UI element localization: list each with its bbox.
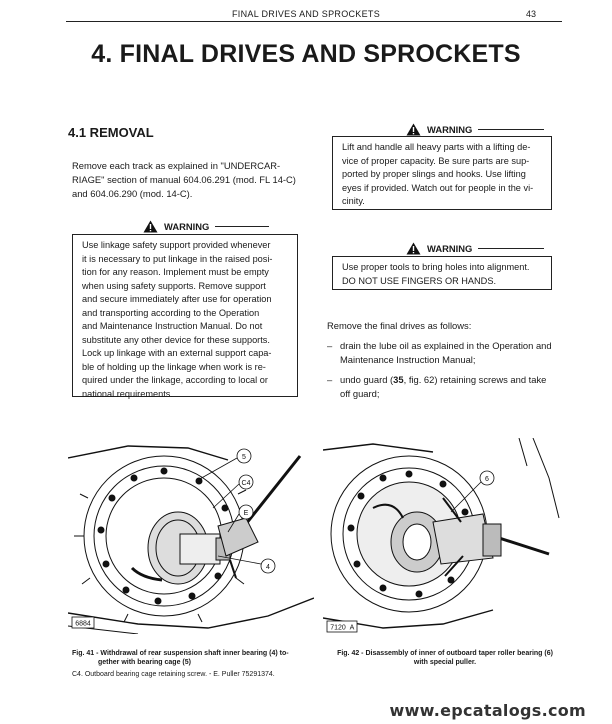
figure-41-caption: [72, 649, 312, 679]
warning-heading-right-1: [406, 123, 544, 136]
warning-heading-left: [143, 220, 269, 233]
header-rule: [66, 21, 562, 22]
intro-line: RIAGE" section of manual 604.06.291 (mod. FL 14-C): [72, 174, 296, 185]
caption-line: gether with bearing cage (5): [98, 659, 191, 666]
step-item: [327, 339, 559, 367]
warning-heading-right-2: [406, 242, 544, 255]
warning-box-lifting: [332, 136, 552, 210]
warning-line: cinity.: [342, 196, 365, 206]
warning-line: national requirements.: [82, 388, 173, 399]
warning-rule: [478, 129, 544, 130]
remove-intro: Remove the final drives as follows:: [327, 320, 472, 331]
warning-line: Lock up linkage with an external support capa-: [82, 348, 272, 358]
intro-line: and 604.06.290 (mod. 14-C).: [72, 188, 193, 199]
callout-label: 5: [242, 454, 246, 461]
warning-line: DO NOT USE FINGERS OR HANDS.: [342, 275, 496, 286]
warning-triangle-icon: [143, 220, 158, 233]
caption-line: with special puller.: [413, 659, 477, 666]
running-title: FINAL DRIVES AND SPROCKETS: [232, 9, 380, 19]
callout-label: E: [243, 510, 249, 517]
figure-42-illustration: [323, 438, 563, 634]
step-item: [327, 373, 559, 401]
warning-rule: [215, 226, 269, 227]
warning-box-linkage: [72, 234, 298, 397]
step-text-post: , fig. 62) retaining screws and take off guard;: [340, 374, 547, 399]
warning-line: ble of holding up the linkage when work is re-: [82, 361, 266, 372]
step-text-pre: undo guard (: [340, 374, 394, 385]
warning-line: Lift and handle all heavy parts with a lifting de-: [342, 142, 531, 152]
caption-line: C4. Outboard bearing cage retaining screw. - E. Puller 75291374.: [72, 671, 275, 678]
warning-line: vice of proper capacity. Be sure parts are sup-: [342, 155, 530, 166]
warning-line: Use linkage safety support provided whenever: [82, 240, 271, 250]
figure-41-illustration: [68, 438, 314, 634]
warning-triangle-icon: [406, 123, 421, 136]
warning-line: ported by proper slings and hooks. Use lifting: [342, 169, 526, 179]
callout-label: 6: [485, 476, 489, 483]
caption-line: Fig. 42 - Disassembly of inner of outboard taper roller bearing (6): [337, 650, 553, 657]
warning-line: and secure immediately after use for operation: [82, 294, 272, 304]
warning-label: WARNING: [427, 124, 473, 135]
warning-label: WARNING: [427, 243, 473, 254]
page-number: 43: [525, 9, 536, 19]
figure-code: 6884: [75, 620, 91, 628]
warning-line: when using safety supports. Remove support: [82, 280, 266, 291]
warning-line: it is necessary to put linkage in the raised posi-: [82, 253, 273, 264]
callout-label: C4: [241, 480, 251, 487]
figure-42-caption: [327, 649, 563, 667]
caption-line: Fig. 41 - Withdrawal of rear suspension shaft inner bearing (4) to-: [72, 650, 289, 657]
warning-line: Use proper tools to bring holes into alignment.: [342, 262, 530, 272]
watermark: www.epcatalogs.com: [389, 701, 586, 720]
intro-line: Remove each track as explained in "UNDERCAR-: [72, 160, 281, 171]
warning-box-tools: [332, 256, 552, 290]
warning-label: WARNING: [164, 221, 210, 232]
warning-triangle-icon: [406, 242, 421, 255]
warning-line: and Maintenance Instruction Manual. Do not: [82, 321, 263, 331]
chapter-title: 4. FINAL DRIVES AND SPROCKETS: [91, 40, 521, 68]
intro-paragraph: [72, 159, 312, 201]
callout-label: 4: [266, 564, 270, 571]
figure-code-suffix: A: [349, 624, 355, 632]
sprocket-puller-drawing: [68, 438, 314, 634]
warning-line: substitute any other device for these supports.: [82, 334, 270, 345]
step-list: [327, 339, 559, 407]
warning-line: and transporting according to the Operation: [82, 307, 260, 318]
warning-line: tion for any reason. Implement must be empty: [82, 267, 269, 277]
step-text: drain the lube oil as explained in the Operation and Maintenance Instruction Manual;: [340, 340, 552, 365]
step-ref: 35: [393, 374, 404, 385]
section-title: 4.1 REMOVAL: [68, 125, 154, 140]
figure-code: 7120: [330, 624, 346, 632]
bearing-puller-drawing: [323, 438, 563, 634]
warning-line: quired under the linkage, according to local or: [82, 375, 268, 385]
warning-line: eyes if provided. Watch out for people in the vi-: [342, 182, 534, 193]
warning-rule: [478, 248, 544, 249]
